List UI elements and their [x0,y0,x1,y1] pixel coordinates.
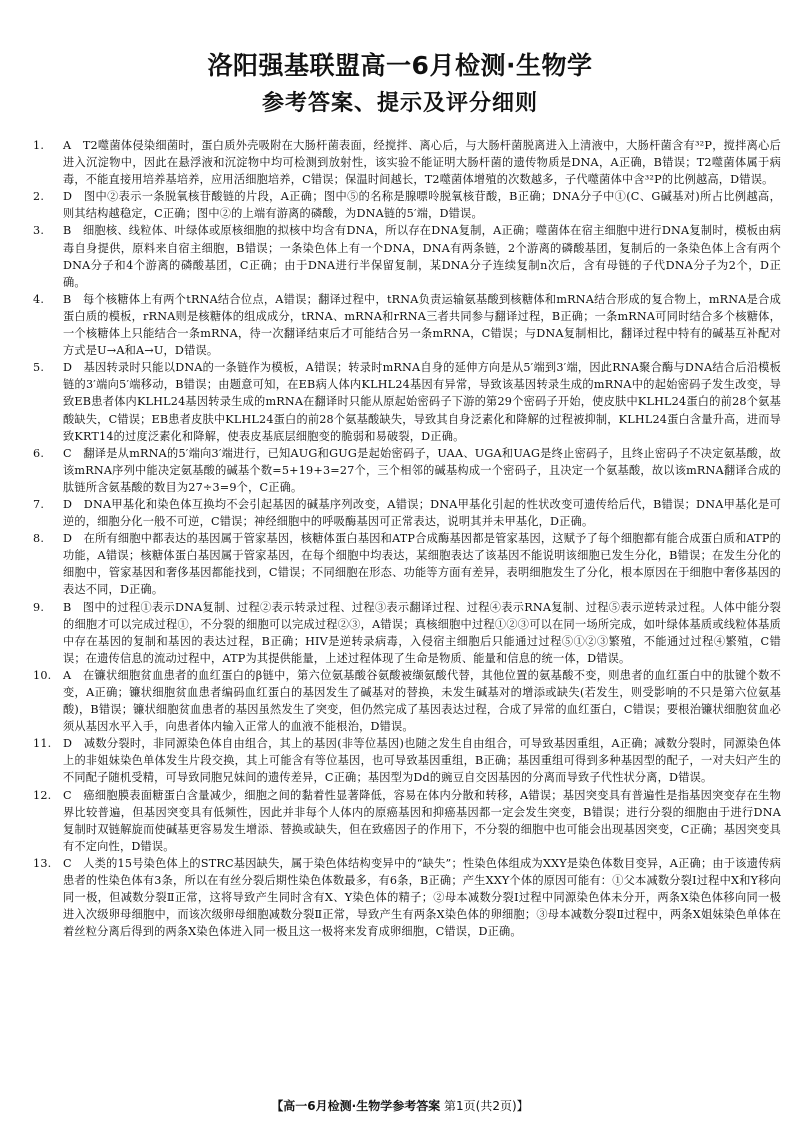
answer-number: 13. [33,856,52,870]
answer-number: 3. [33,224,45,238]
answer-number: 12. [33,788,52,802]
footer-title: 【高一6月检测·生物学参考答案 [271,1099,441,1113]
answer-text: B 每个核糖体上有两个tRNA结合位点，A错误；翻译过程中，tRNA负责运输氨基酸到核糖体和mRNA结合形成的复合物上，mRNA是合成蛋白质的模板，rRNA则是核糖体的组成成分，tRNA、mRNA和rRNA三者共同参与翻译过程，B正确；一条mRNA可同时结合多个核糖体，一个核糖体上只能结合一条mRNA，待一次翻译结束后才可能结合另一条mRNA，C错误；与DNA复制相比，翻译过程中特有的碱基互补配对方式是U→A和A→U，D错误。 [63,292,781,358]
answer-item-11 [33,735,781,786]
footer-page-number: 第1页(共2页)】 [444,1099,529,1113]
answer-item-5 [33,359,781,444]
answer-item-12 [33,787,781,855]
answer-text: B 图中的过程①表示DNA复制、过程②表示转录过程、过程③表示翻译过程、过程④表示RNA复制、过程⑤表示逆转录过程。人体中能分裂的细胞才可以完成过程①，不分裂的细胞可以完成过程②③，A错误；真核细胞中过程①②③可以在同一场所完成，如叶绿体基质或线粒体基质中存在基因的复制和基因的表达过程，B正确；HIV是逆转录病毒，入侵宿主细胞后只能通过过程⑤①②③繁殖，不能通过过程④繁殖，C错误；在遗传信息的流动过程中，ATP为其提供能量，上述过程体现了生命是物质、能量和信息的统一体，D错误。 [63,600,781,665]
answer-number: 2. [33,190,45,204]
answer-item-3 [33,222,781,290]
answer-number: 4. [33,292,45,306]
answer-number: 9. [33,600,45,614]
answer-text: C 人类的15号染色体上的STRC基因缺失，属于染色体结构变异中的“缺失”；性染色体组成为XXY是染色体数目变异，A正确；由于该遗传病患者的性染色体有3条，所以在有丝分裂后期性染色体数最多，有6条，B正确；产生XXY个体的原因可能有：①父本减数分裂Ⅰ过程中X和Y移向同一极，但减数分裂Ⅱ正常，这将导致产生同时含有X、Y染色体的精子；②母本减数分裂Ⅰ过程中同源染色体未分开，两条X染色体移向同一极进入次级卵母细胞中，而该次级卵母细胞减数分裂Ⅱ正常，导致产生有两条X染色体的卵细胞；③母本减数分裂Ⅱ过程中，两条X姐妹染色单体在着丝粒分离后得到的两条X染色体进入同一极且这一极将来发育成卵细胞，C错误，D正确。 [63,856,781,939]
answer-number: 11. [33,737,52,751]
answer-number: 5. [33,361,45,375]
answer-number: 10. [33,668,52,682]
page-footer [0,1097,800,1114]
answer-item-7 [33,496,781,530]
answer-text: C 翻译是从mRNA的5′端向3′端进行，已知AUG和GUG是起始密码子，UAA、UGA和UAG是终止密码子，且终止密码子不决定氨基酸，故该mRNA序列中能决定氨基酸的碱基个数=5+19+3=27个，三个相邻的碱基构成一个密码子，且决定一个氨基酸，故以该mRNA翻译合成的肽链所含氨基酸的数目为27÷3=9个，C正确。 [63,446,781,494]
answer-text: A 在镰状细胞贫血患者的血红蛋白的β链中，第六位氨基酸谷氨酸被缬氨酸代替，其他位置的氨基酸不变，则患者的血红蛋白中的肽键个数不变，A正确；镰状细胞贫血患者编码血红蛋白的基因发生了碱基对的替换，未发生碱基对的增添或缺失(若发生，则受影响的不只是第六位氨基酸)，B错误；镰状细胞贫血患者的基因虽然发生了突变，但仍然完成了基因表达过程，合成了异常的血红蛋白，C错误；要根治镰状细胞贫血必须从基因水平入手，向患者体内输入正常人的血液不能根治，D错误。 [63,668,781,734]
answer-item-9 [33,599,781,667]
answer-number: 6. [33,446,45,460]
answer-text: B 细胞核、线粒体、叶绿体或原核细胞的拟核中均含有DNA，所以存在DNA复制，A正确；噬菌体在宿主细胞中进行DNA复制时，模板由病毒自身提供，原料来自宿主细胞，B错误；一条染色体上有一个DNA，DNA有两条链，2个游离的磷酸基团，复制后的一条染色体上含有两个DNA分子和4个游离的磷酸基团，C正确；由于DNA进行半保留复制，某DNA分子连续复制n次后，含有母链的子代DNA分子为2个，D正确。 [63,224,781,289]
answer-number: 8. [33,532,45,546]
answer-text: D 基因转录时只能以DNA的一条链作为模板，A错误；转录时mRNA自身的延伸方向是从5′端到3′端，因此RNA聚合酶与DNA结合后沿模板链的3′端向5′端移动，B错误；由题意可知，在EB病人体内KLHL24基因有异常，导致该基因转录生成的mRNA中的起始密码子发生改变，导致EB患者体内KLHL24基因转录生成的mRNA在翻译时只能从原起始密码子下游的第29个密码子开始，使皮肤中KLHL24蛋白的前28个氨基酸缺失，C错误；EB患者皮肤中KLHL24蛋白的前28个氨基酸缺失，导致其自身泛素化和降解的过程被抑制，KLHL24蛋白含量升高，进而导致KRT14的过度泛素化和降解，使表皮基底层细胞变的脆弱和易破裂，D正确。 [63,361,781,443]
answer-text: D 图中②表示一条脱氧核苷酸链的片段，A正确；图中⑤的名称是腺嘌呤脱氧核苷酸，B正确；DNA分子中①(C、G碱基对)所占比例越高，则其结构越稳定，C正确；图中②的上端有游离的磷酸，为DNA链的5′端，D错误。 [63,190,781,221]
answer-text: C 癌细胞膜表面糖蛋白含量减少，细胞之间的黏着性显著降低，容易在体内分散和转移，A错误；基因突变具有普遍性是指基因突变存在生物界比较普遍，但基因突变具有低频性，因此并非每个人体内的原癌基因和抑癌基因都一定会发生突变，B错误；进行分裂的细胞由于进行DNA复制时双链解旋而使碱基更容易发生增添、替换或缺失，但在致癌因子的作用下，不分裂的细胞中也可能会出现基因突变，C正确；基因突变具有不定向性，D错误。 [63,788,781,853]
answer-text: D DNA甲基化和染色体互换均不会引起基因的碱基序列改变，A错误；DNA甲基化引起的性状改变可遗传给后代，B错误；DNA甲基化是可逆的，细胞分化一般不可逆，C错误；神经细胞中的呼吸酶基因可正常表达，说明其并未甲基化，D正确。 [63,497,781,529]
page-title: 洛阳强基联盟高一6月检测·生物学 [207,51,593,80]
answer-item-13 [33,855,781,940]
answer-item-1 [33,137,781,188]
page-subtitle: 参考答案、提示及评分细则 [261,91,538,116]
answer-list [33,137,781,940]
answer-text: D 减数分裂时，非同源染色体自由组合，其上的基因(非等位基因)也随之发生自由组合，可导致基因重组，A正确；减数分裂时，同源染色体上的非姐妹染色单体发生片段交换，其上可能含有等位基因，也可导致基因重组，B正确；基因重组可得到多种基因型的配子，一对夫妇产生的不同配子随机受精，可导致同胞兄妹间的遗传差异，C正确；基因型为Dd的豌豆自交因基因的分离而导致子代性状分离，D错误。 [63,737,781,785]
answer-text: A T2噬菌体侵染细菌时，蛋白质外壳吸附在大肠杆菌表面，经搅拌、离心后，与大肠杆菌脱离进入上清液中，大肠杆菌含有³²P，搅拌离心后进入沉淀物中，因此在悬浮液和沉淀物中均可检测到放射性，该实验不能证明大肠杆菌的遗传物质是DNA，A正确，B错误；T2噬菌体属于病毒，不能直接用培养基培养，应用活细胞培养，C错误；保温时间越长，T2噬菌体增殖的次数越多，子代噬菌体中含³²P的比例越高，D错误。 [63,139,781,187]
answer-item-6 [33,445,781,496]
answer-text: D 在所有细胞中都表达的基因属于管家基因，核糖体蛋白基因和ATP合成酶基因都是管家基因，这赋予了每个细胞都有能合成蛋白质和ATP的功能，A错误；核糖体蛋白基因属于管家基因，在每个细胞中均表达，某细胞表达了该基因不能说明该细胞已发生分化，B错误；在发生分化的细胞中，管家基因和奢侈基因都能找到，C错误；不同细胞在形态、功能等方面有差异，表明细胞发生了分化，根本原因在于细胞中奢侈基因的表达不同，D正确。 [63,532,781,597]
answer-item-2 [33,188,781,222]
answer-item-10 [33,667,781,735]
answer-item-4 [33,291,781,359]
answer-number: 1. [33,139,45,152]
answer-number: 7. [33,497,45,511]
answer-item-8 [33,530,781,598]
